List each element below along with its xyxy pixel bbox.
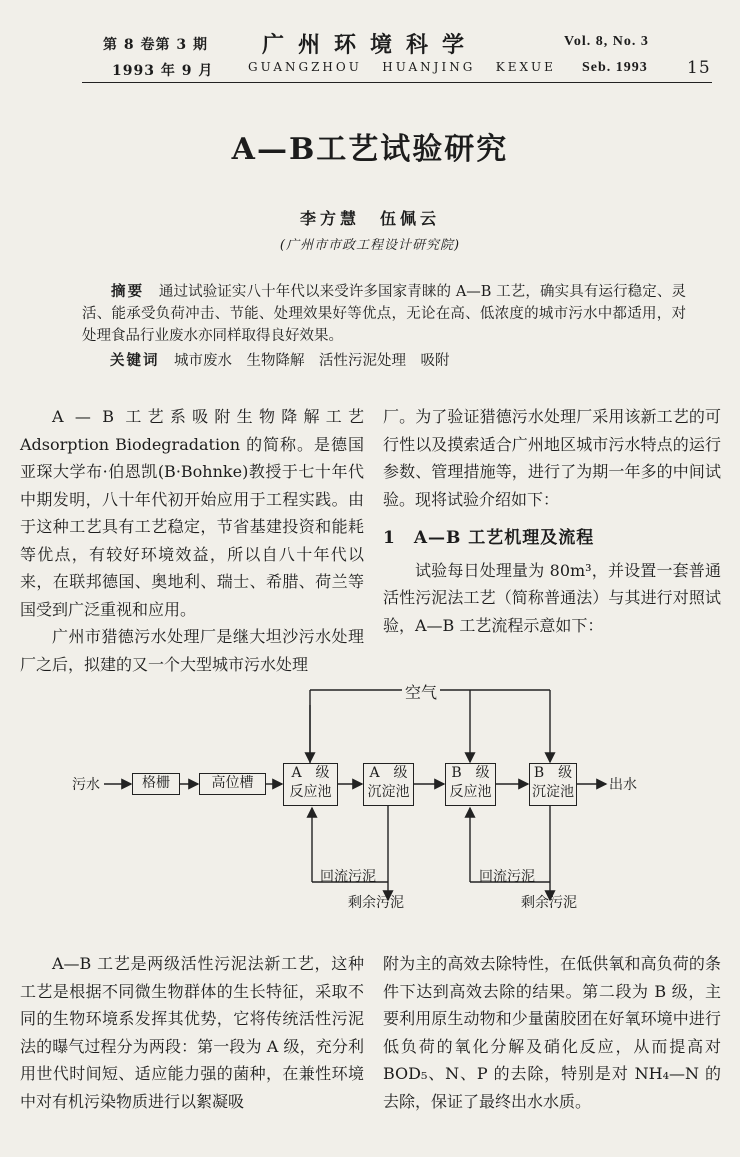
abstract-label: 摘要	[111, 283, 145, 300]
left-paragraph-1: A — B 工艺系吸附生物降解工艺 Adsorption Biodegradation 的简称。是德国亚琛大学布·伯恩凯(B·Bohnke)教授于七十年代中期发明，八十年代初开始应用于工程实践。由于这种工艺具有工艺稳定，节省基建投资和能耗等优点，有较好环境效益，所以自八十年代以来，在联邦德国、奥地利、瑞士、希腊、荷兰等国受到广泛重视和应用。	[20, 407, 364, 619]
section-1-title: 1 A—B 工艺机理及流程	[383, 528, 595, 548]
header-date-cn: 1993 年 9 月	[112, 63, 214, 79]
right-paragraph-2: 试验每日处理量为 80m³，并设置一套普通活性污泥法工艺（简称普通法）与其进行对照试验，A—B 工艺流程示意如下：	[383, 560, 721, 635]
b-reaction-label-1: B 级	[451, 765, 490, 781]
screen-label: 格栅	[142, 775, 170, 791]
a-reaction-label-2: 反应池	[289, 784, 332, 800]
article-title: A—B工艺试验研究	[231, 132, 509, 167]
inlet-label: 污水	[72, 777, 100, 793]
abstract-text: 通过试验证实八十年代以来受许多国家青睐的 A—B 工艺，确实具有运行稳定、灵活、能承受负荷冲击、节能、处理效果好等优点，无论在高、低浓度的城市污水中都适用，对处理食品行业废水亦同样取得良好效果。	[82, 284, 687, 344]
header-volume-cn: 第 8 卷第 3 期	[103, 37, 208, 53]
left-column-bottom	[20, 950, 364, 1115]
b-settling-label-2: 沉淀池	[532, 784, 574, 800]
a-settling-tank-box	[363, 763, 414, 806]
journal-title-en: GUANGZHOU HUANJING KEXUE	[248, 60, 556, 74]
b-settling-tank-box	[529, 763, 577, 806]
a-reaction-label-1: A 级	[291, 765, 330, 781]
b-reaction-tank-box	[445, 763, 496, 806]
page-number: 15	[687, 58, 711, 78]
bottom-left-paragraph: A—B 工艺是两级活性污泥法新工艺，这种工艺是根据不同微生物群体的生长特征，采取不同的生物环境系发挥其优势，它将传统活性污泥法的曝气过程分为两段：第一段为 A 级，充分利用世代时间短、适应能力强的菌种，在兼性环境中对有机污染物质进行以絮凝吸	[20, 954, 364, 1111]
a-settling-label-1: A 级	[369, 765, 408, 781]
outlet-label: 出水	[609, 777, 637, 793]
return-sludge-a-label: 回流污泥	[320, 869, 376, 885]
journal-title-cn: 广州环境科学	[262, 32, 479, 58]
a-reaction-tank-box	[283, 763, 338, 806]
a-settling-label-2: 沉淀池	[367, 784, 410, 800]
return-sludge-b-label: 回流污泥	[479, 869, 535, 885]
bottom-right-paragraph: 附为主的高效去除特性，在低供氧和高负荷的条件下达到高效去除的结果。第二段为 B 级，主要利用原生动物和少量菌胶团在好氧环境中进行低负荷的氧化分解及硝化反应，从而提高对 BOD₅、N、P 的去除，特别是对 NH₄—N 的去除，保证了最终出水水质。	[383, 954, 721, 1111]
article-affiliation: (广州市市政工程设计研究院)	[279, 238, 461, 253]
screen-box	[132, 773, 180, 795]
right-paragraph-1: 厂。为了验证猎德污水处理厂采用该新工艺的可行性以及摸索适合广州地区城市污水特点的运行参数、管理措施等，进行了为期一年多的中间试验。现将试验介绍如下：	[383, 407, 721, 509]
keywords-label: 关键词	[110, 352, 160, 369]
header-date-en: Seb. 1993	[582, 60, 648, 75]
left-paragraph-2: 广州市猎德污水处理厂是继大坦沙污水处理厂之后，拟建的又一个大型城市污水处理	[20, 627, 364, 674]
b-settling-label-1: B 级	[533, 765, 573, 781]
header-volume-en: Vol. 8, No. 3	[564, 34, 649, 49]
excess-sludge-a-label: 剩余污泥	[348, 895, 404, 911]
high-tank-label: 高位槽	[211, 775, 254, 791]
air-label: 空气	[402, 680, 440, 703]
excess-sludge-b-label: 剩余污泥	[521, 895, 577, 911]
right-column-bottom	[383, 950, 721, 1115]
b-reaction-label-2: 反应池	[449, 784, 492, 800]
article-authors: 李方慧 伍佩云	[299, 209, 440, 228]
high-tank-box	[199, 773, 266, 795]
keywords-text: 城市废水 生物降解 活性污泥处理 吸附	[174, 353, 450, 369]
